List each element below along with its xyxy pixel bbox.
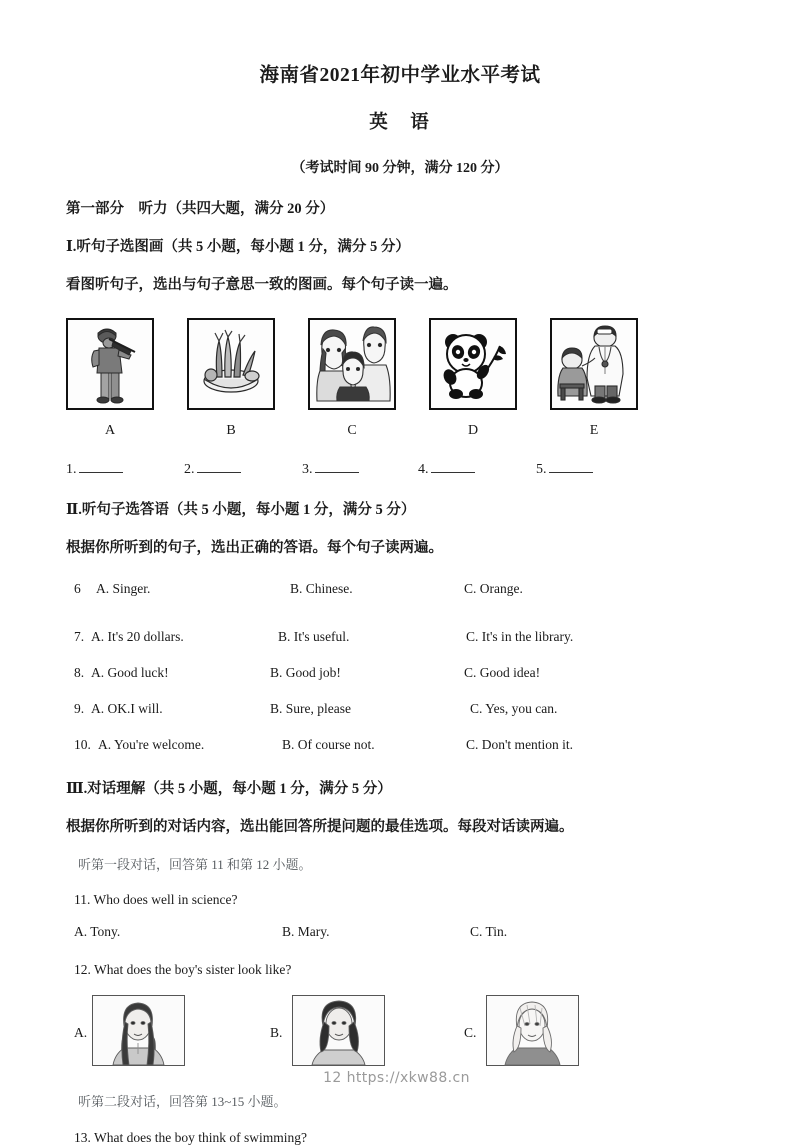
question-9-option-a[interactable]: A. OK.I will. xyxy=(91,701,163,717)
question-7-number: 7. xyxy=(74,629,85,645)
question-6-number: 6 xyxy=(74,581,81,597)
picture-letter-d: D xyxy=(467,423,479,439)
portrait-shoulder-dark-hair-icon xyxy=(293,996,384,1065)
question-7-option-c[interactable]: C. It's in the library. xyxy=(466,629,574,645)
dialog-note-2: 听第二段对话，回答第 13~15 小题。 xyxy=(78,1094,287,1110)
question-6-option-b[interactable]: B. Chinese. xyxy=(290,581,353,597)
page-title: 海南省2021年初中学业水平考试 xyxy=(259,65,541,86)
section-1-instruction: 看图听句子，选出与句子意思一致的图画。每个句子读一遍。 xyxy=(66,277,458,294)
portrait-long-dark-hair-icon xyxy=(93,996,184,1065)
question-12-option-a[interactable] xyxy=(92,995,185,1066)
question-7-row xyxy=(66,629,734,649)
picture-letter-row xyxy=(66,423,734,447)
question-10-number: 10. xyxy=(74,737,91,753)
violin-player-icon xyxy=(79,325,141,403)
section-1-heading: Ⅰ.听句子选图画（共 5 小题，每小题 1 分，满分 5 分） xyxy=(66,239,410,256)
answer-blank-2-label: 2. xyxy=(184,462,195,478)
panda-icon xyxy=(436,328,510,400)
question-6-row xyxy=(66,581,734,601)
question-9-number: 9. xyxy=(74,701,85,717)
answer-blank-5[interactable] xyxy=(536,459,593,478)
question-12-option-b[interactable] xyxy=(292,995,385,1066)
question-9-row xyxy=(66,701,734,721)
question-11-text: 11. Who does well in science? xyxy=(74,891,238,907)
section-3-instruction: 根据你所听到的对话内容，选出能回答所提问题的最佳选项。每段对话读两遍。 xyxy=(66,819,574,836)
answer-blank-1[interactable] xyxy=(66,459,123,478)
picture-option-d[interactable] xyxy=(429,318,517,410)
picture-option-b[interactable] xyxy=(187,318,275,410)
question-11-option-c[interactable]: C. Tin. xyxy=(470,923,508,939)
question-11-option-b[interactable]: B. Mary. xyxy=(282,923,330,939)
dialog-note-1: 听第一段对话，回答第 11 和第 12 小题。 xyxy=(78,856,312,872)
question-11-option-a[interactable]: A. Tony. xyxy=(74,923,121,939)
question-6-option-c[interactable]: C. Orange. xyxy=(464,581,523,597)
question-9-option-b[interactable]: B. Sure, please xyxy=(270,701,351,717)
blank-underline xyxy=(79,459,123,473)
question-8-option-c[interactable]: C. Good idea! xyxy=(464,665,541,681)
portrait-light-hair-icon xyxy=(487,996,578,1065)
question-8-number: 8. xyxy=(74,665,85,681)
question-10-option-b[interactable]: B. Of course not. xyxy=(282,737,375,753)
question-8-option-b[interactable]: B. Good job! xyxy=(270,665,341,681)
question-11-options-row xyxy=(66,924,734,944)
section-3-heading: Ⅲ.对话理解（共 5 小题，每小题 1 分，满分 5 分） xyxy=(66,781,392,798)
answer-blank-1-label: 1. xyxy=(66,462,77,478)
question-13-text: 13. What does the boy think of swimming? xyxy=(74,1129,307,1145)
blank-underline xyxy=(431,459,475,473)
blank-underline xyxy=(197,459,241,473)
picture-letter-a: A xyxy=(104,423,116,439)
answer-blanks-row xyxy=(66,459,734,483)
answer-blank-2[interactable] xyxy=(184,459,241,478)
blank-underline xyxy=(549,459,593,473)
question-7-option-b[interactable]: B. It's useful. xyxy=(278,629,350,645)
section-2-instruction: 根据你所听到的句子，选出正确的答语。每个句子读两遍。 xyxy=(66,540,443,557)
question-8-option-a[interactable]: A. Good luck! xyxy=(91,665,169,681)
question-10-option-a[interactable]: A. You're welcome. xyxy=(98,737,205,753)
question-12-label-b: B. xyxy=(270,1025,283,1041)
page-content xyxy=(66,0,734,1148)
picture-letter-b: B xyxy=(226,423,236,439)
question-10-option-c[interactable]: C. Don't mention it. xyxy=(466,737,574,753)
question-9-option-c[interactable]: C. Yes, you can. xyxy=(470,701,558,717)
picture-option-e[interactable] xyxy=(550,318,638,410)
section-2-heading: Ⅱ.听句子选答语（共 5 小题，每小题 1 分，满分 5 分） xyxy=(66,502,416,519)
family-three-icon xyxy=(312,325,392,403)
question-12-label-a: A. xyxy=(74,1025,88,1041)
question-12-option-c[interactable] xyxy=(486,995,579,1066)
picture-option-c[interactable] xyxy=(308,318,396,410)
picture-letter-c: C xyxy=(347,423,357,439)
question-6-option-a[interactable]: A. Singer. xyxy=(96,581,151,597)
answer-blank-3-label: 3. xyxy=(302,462,313,478)
part-one-heading: 第一部分 听力（共四大题，满分 20 分） xyxy=(66,201,335,218)
question-7-option-a[interactable]: A. It's 20 dollars. xyxy=(91,629,184,645)
picture-option-a[interactable] xyxy=(66,318,154,410)
picture-letter-e: E xyxy=(589,423,599,439)
answer-blank-4[interactable] xyxy=(418,459,475,478)
question-12-options-row xyxy=(66,995,734,1071)
page-footer: 12 https://xkw88.cn xyxy=(323,1070,470,1086)
doctor-patient-icon xyxy=(555,326,633,402)
blank-underline xyxy=(315,459,359,473)
answer-blank-5-label: 5. xyxy=(536,462,547,478)
answer-blank-3[interactable] xyxy=(302,459,359,478)
subject-title: 英 语 xyxy=(369,113,431,134)
answer-blank-4-label: 4. xyxy=(418,462,429,478)
question-12-text: 12. What does the boy's sister look like? xyxy=(74,961,292,977)
question-12-label-c: C. xyxy=(464,1025,477,1041)
picture-choices-row xyxy=(66,318,734,414)
question-8-row xyxy=(66,665,734,685)
exam-meta: （考试时间 90 分钟，满分 120 分） xyxy=(291,161,509,177)
vegetable-basket-icon xyxy=(195,329,267,399)
question-10-row xyxy=(66,737,734,757)
